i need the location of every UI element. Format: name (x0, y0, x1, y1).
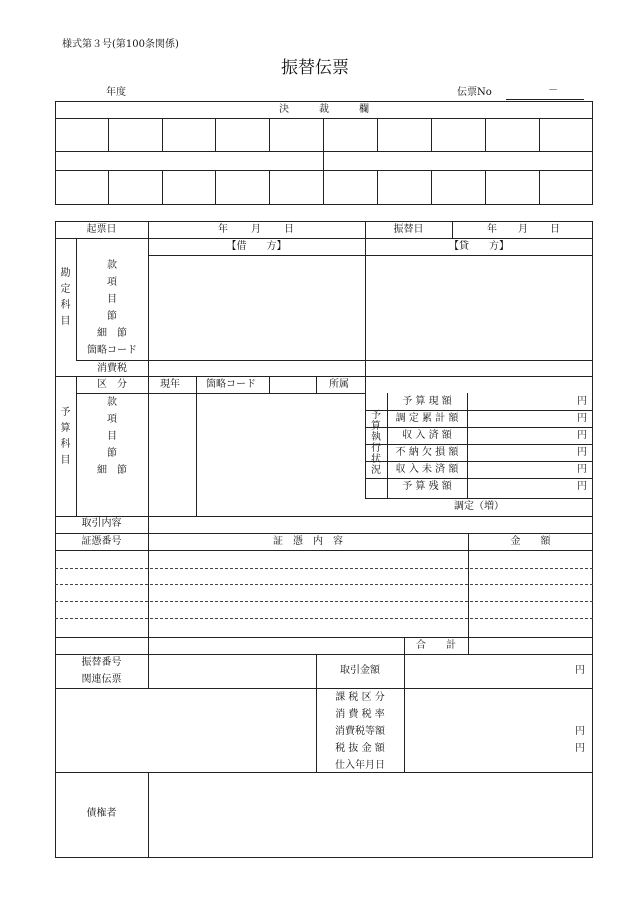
exec-yen: 円 円 円 円 円 円 (577, 396, 587, 492)
gokei-label: 合 計 (416, 640, 456, 651)
tax-items: 課 税 区 分 消 費 税 率 消費税等額 税 抜 金 額 仕入年月日 (335, 692, 385, 771)
kihyo-date-label: 起票日 (86, 224, 117, 235)
torihiki-kingaku: 取引金額 (340, 665, 380, 676)
tax-amount-yen: 円 (575, 726, 585, 737)
tax-excl-yen: 円 (575, 743, 585, 754)
tax-label: 消費税 (97, 363, 127, 374)
exec-items: 予 算 現 額 調 定 累 計 額 収 入 済 額 不 納 欠 損 額 収 入 未 済 額 予 算 残 額 (395, 396, 459, 492)
furikae-date-label: 振替日 (393, 224, 424, 235)
kingaku-label: 金 額 (510, 536, 551, 547)
exec-status-label: 予 算 執 行 状 況 (371, 410, 381, 476)
shohyo-bango: 証憑番号 (81, 536, 122, 547)
torihiki-yen: 円 (575, 665, 585, 676)
budget-side-label: 予 算 科 目 (60, 407, 71, 466)
account-items: 款 項 目 節 細 節 箇略コード (87, 260, 137, 356)
approval-header: 決 裁 欄 (279, 104, 369, 115)
saikensha-label: 債権者 (86, 808, 117, 819)
budget-items: 款 項 目 節 細 節 (97, 397, 127, 476)
page-title: 振替伝票 (281, 58, 349, 78)
slip-no-label: 伝票No (457, 87, 492, 98)
torihiki-naiyo: 取引内容 (81, 518, 122, 529)
budget-shozoku: 所属 (329, 379, 349, 390)
shohyo-naiyo: 証 憑 内 容 (273, 536, 343, 547)
furikae-bango: 振替番号 (81, 657, 122, 668)
chotei-label: 調定（増） (454, 501, 504, 512)
budget-kubun: 区 分 (97, 379, 127, 390)
debit-label: 【借 方】 (226, 241, 287, 252)
fiscal-year-label: 年度 (106, 87, 126, 98)
slip-no-line (506, 99, 584, 100)
form-number: 様式第３号(第100条関係) (62, 39, 179, 50)
account-side-label: 勘 定 科 目 (60, 268, 71, 327)
credit-label: 【貸 方】 (449, 241, 509, 252)
approval-box (55, 101, 593, 205)
slip-no-dash: － (548, 85, 558, 96)
budget-gennen: 現年 (160, 379, 180, 390)
budget-code: 箇略コード (206, 379, 256, 390)
kanren-denpyo: 関連伝票 (81, 674, 122, 685)
